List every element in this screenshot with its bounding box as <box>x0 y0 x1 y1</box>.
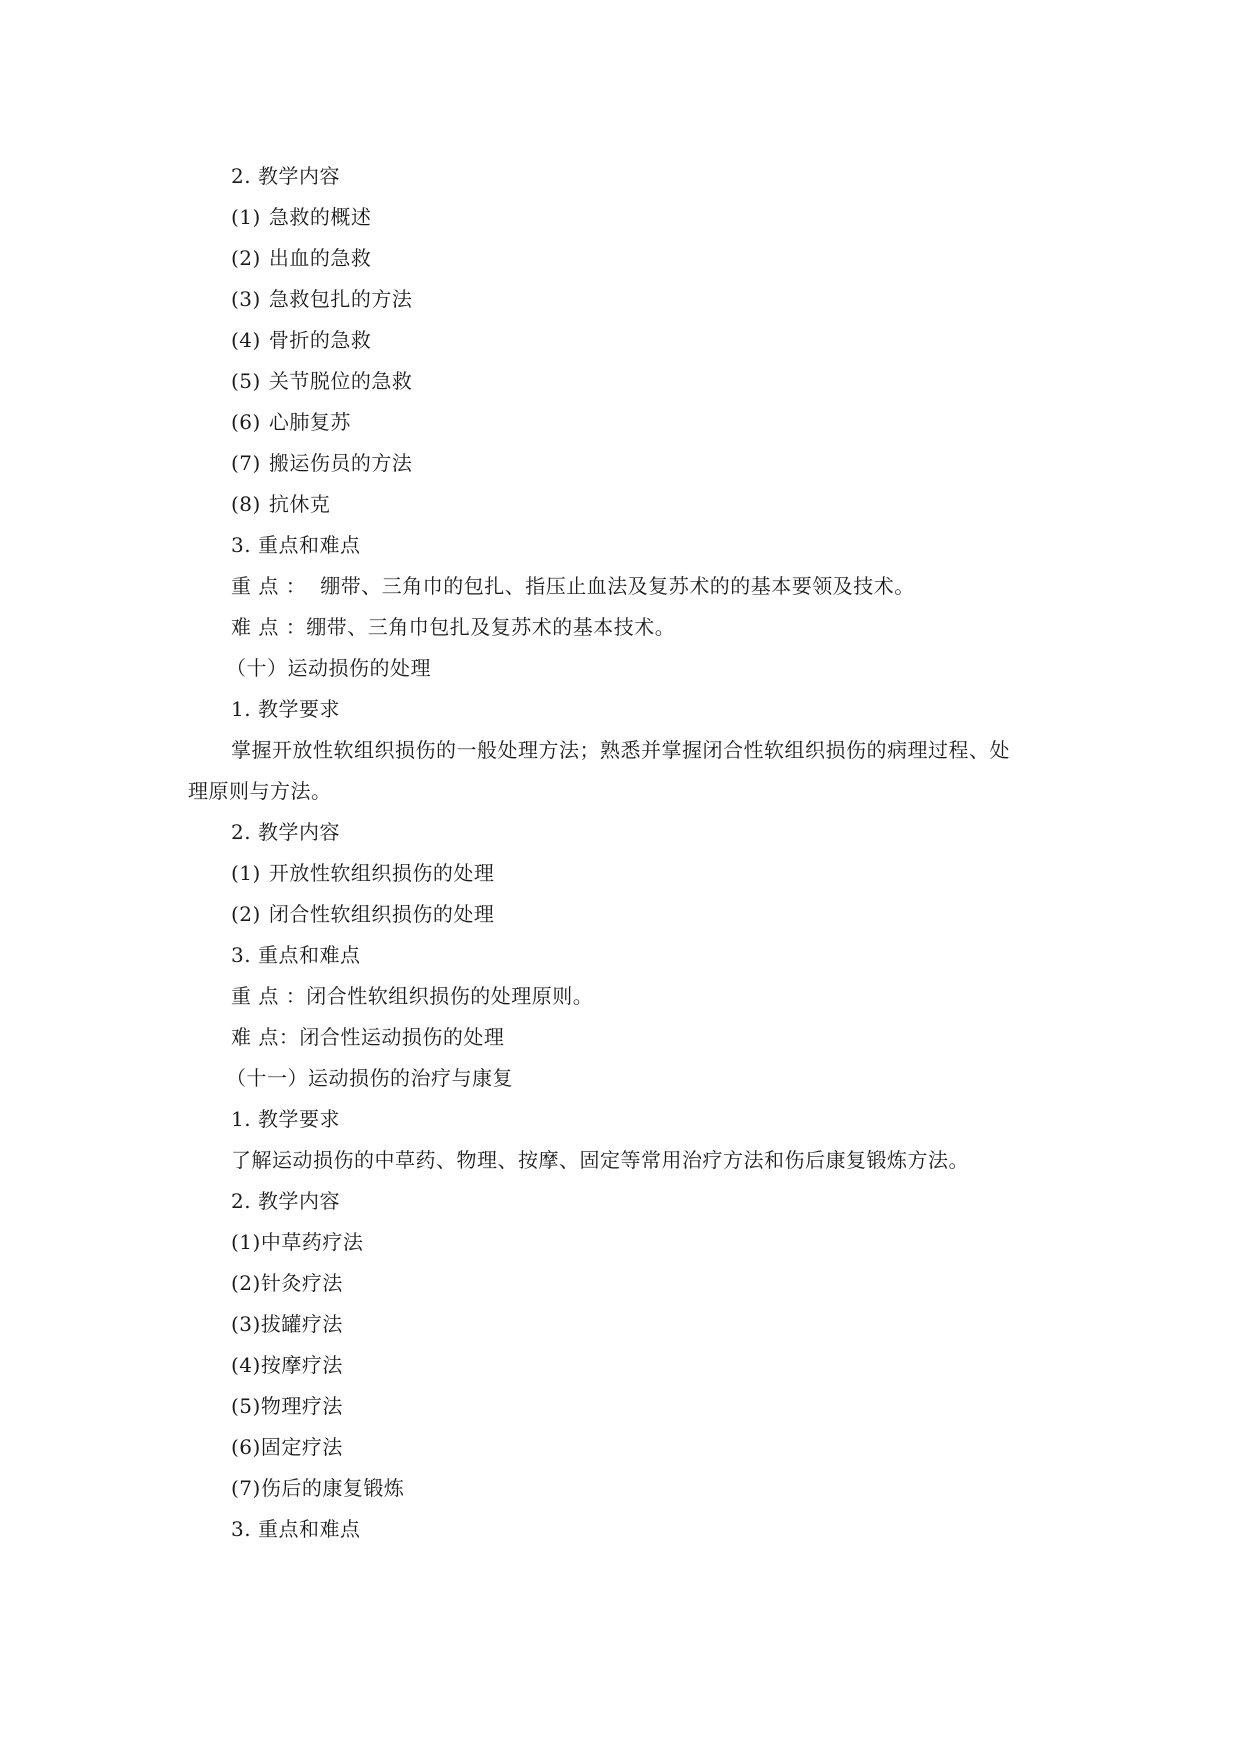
key-point-line <box>231 984 593 1008</box>
list-item <box>231 902 494 926</box>
list-item <box>231 1476 404 1500</box>
list-item <box>231 492 330 516</box>
difficult-text: 绷带、三角巾包扎及复苏术的基本技术。 <box>306 615 676 639</box>
item-number: (7) <box>231 1476 261 1500</box>
requirements-text-continued: 理原则与方法。 <box>188 779 332 803</box>
key-text: 绷带、三角巾的包扎、指压止血法及复苏术的的基本要领及技术。 <box>320 574 915 598</box>
content-heading: 2. 教学内容 <box>231 820 340 844</box>
section-title: （十一）运动损伤的治疗与康复 <box>226 1066 513 1090</box>
item-text: 伤后的康复锻炼 <box>260 1476 405 1500</box>
item-number: (1) <box>231 1230 261 1254</box>
item-text: 出血的急救 <box>268 246 372 270</box>
difficult-label: 难 点 ： <box>231 615 307 639</box>
item-text: 抗休克 <box>268 492 331 516</box>
list-item <box>231 369 412 393</box>
item-number: (2) <box>231 902 261 926</box>
requirements-text: 掌握开放性软组织损伤的一般处理方法；熟悉并掌握闭合性软组织损伤的病理过程、处 <box>231 738 1010 762</box>
difficult-point-line <box>231 1025 504 1049</box>
item-text: 针灸疗法 <box>260 1271 343 1295</box>
list-item <box>231 287 412 311</box>
item-number: (3) <box>231 287 261 311</box>
item-text: 拔罐疗法 <box>260 1312 343 1336</box>
difficult-point-line <box>231 615 675 639</box>
item-text: 闭合性软组织损伤的处理 <box>268 902 495 926</box>
difficult-text: 闭合性运动损伤的处理 <box>299 1025 505 1049</box>
keypoints-heading: 3. 重点和难点 <box>231 943 361 967</box>
item-text: 急救包扎的方法 <box>268 287 413 311</box>
keypoints-heading: 3. 重点和难点 <box>231 1517 361 1541</box>
key-label: 重 点 ： <box>231 574 307 598</box>
item-text: 物理疗法 <box>260 1394 343 1418</box>
list-item <box>231 1230 363 1254</box>
item-text: 按摩疗法 <box>260 1353 343 1377</box>
list-item <box>231 1312 343 1336</box>
item-text: 中草药疗法 <box>260 1230 364 1254</box>
requirements-heading: 1. 教学要求 <box>231 1107 340 1131</box>
item-text: 固定疗法 <box>260 1435 343 1459</box>
keypoints-heading: 3. 重点和难点 <box>231 533 361 557</box>
list-item <box>231 205 371 229</box>
item-number: (1) <box>231 205 261 229</box>
list-item <box>231 1271 343 1295</box>
item-number: (3) <box>231 1312 261 1336</box>
list-item <box>231 451 412 475</box>
requirements-text: 了解运动损伤的中草药、物理、按摩、固定等常用治疗方法和伤后康复锻炼方法。 <box>231 1148 969 1172</box>
item-number: (5) <box>231 1394 261 1418</box>
list-item <box>231 328 371 352</box>
content-heading: 2. 教学内容 <box>231 1189 340 1213</box>
item-number: (4) <box>231 1353 261 1377</box>
list-item <box>231 1394 343 1418</box>
item-number: (6) <box>231 410 261 434</box>
item-number: (5) <box>231 369 261 393</box>
item-number: (6) <box>231 1435 261 1459</box>
section-title: （十）运动损伤的处理 <box>226 656 431 680</box>
item-text: 骨折的急救 <box>268 328 372 352</box>
list-item <box>231 1435 343 1459</box>
content-heading: 2. 教学内容 <box>231 164 340 188</box>
key-text: 闭合性软组织损伤的处理原则。 <box>306 984 594 1008</box>
item-text: 关节脱位的急救 <box>268 369 413 393</box>
item-text: 开放性软组织损伤的处理 <box>268 861 495 885</box>
item-number: (1) <box>231 861 261 885</box>
key-label: 重 点 ： <box>231 984 307 1008</box>
item-text: 心肺复苏 <box>268 410 351 434</box>
item-number: (7) <box>231 451 261 475</box>
item-number: (4) <box>231 328 261 352</box>
key-point-line <box>231 574 915 598</box>
requirements-heading: 1. 教学要求 <box>231 697 340 721</box>
list-item <box>231 1353 343 1377</box>
item-text: 急救的概述 <box>268 205 372 229</box>
difficult-label: 难 点： <box>231 1025 300 1049</box>
item-text: 搬运伤员的方法 <box>268 451 413 475</box>
item-number: (2) <box>231 246 261 270</box>
item-number: (8) <box>231 492 261 516</box>
list-item <box>231 861 494 885</box>
list-item <box>231 246 371 270</box>
item-number: (2) <box>231 1271 261 1295</box>
list-item <box>231 410 351 434</box>
